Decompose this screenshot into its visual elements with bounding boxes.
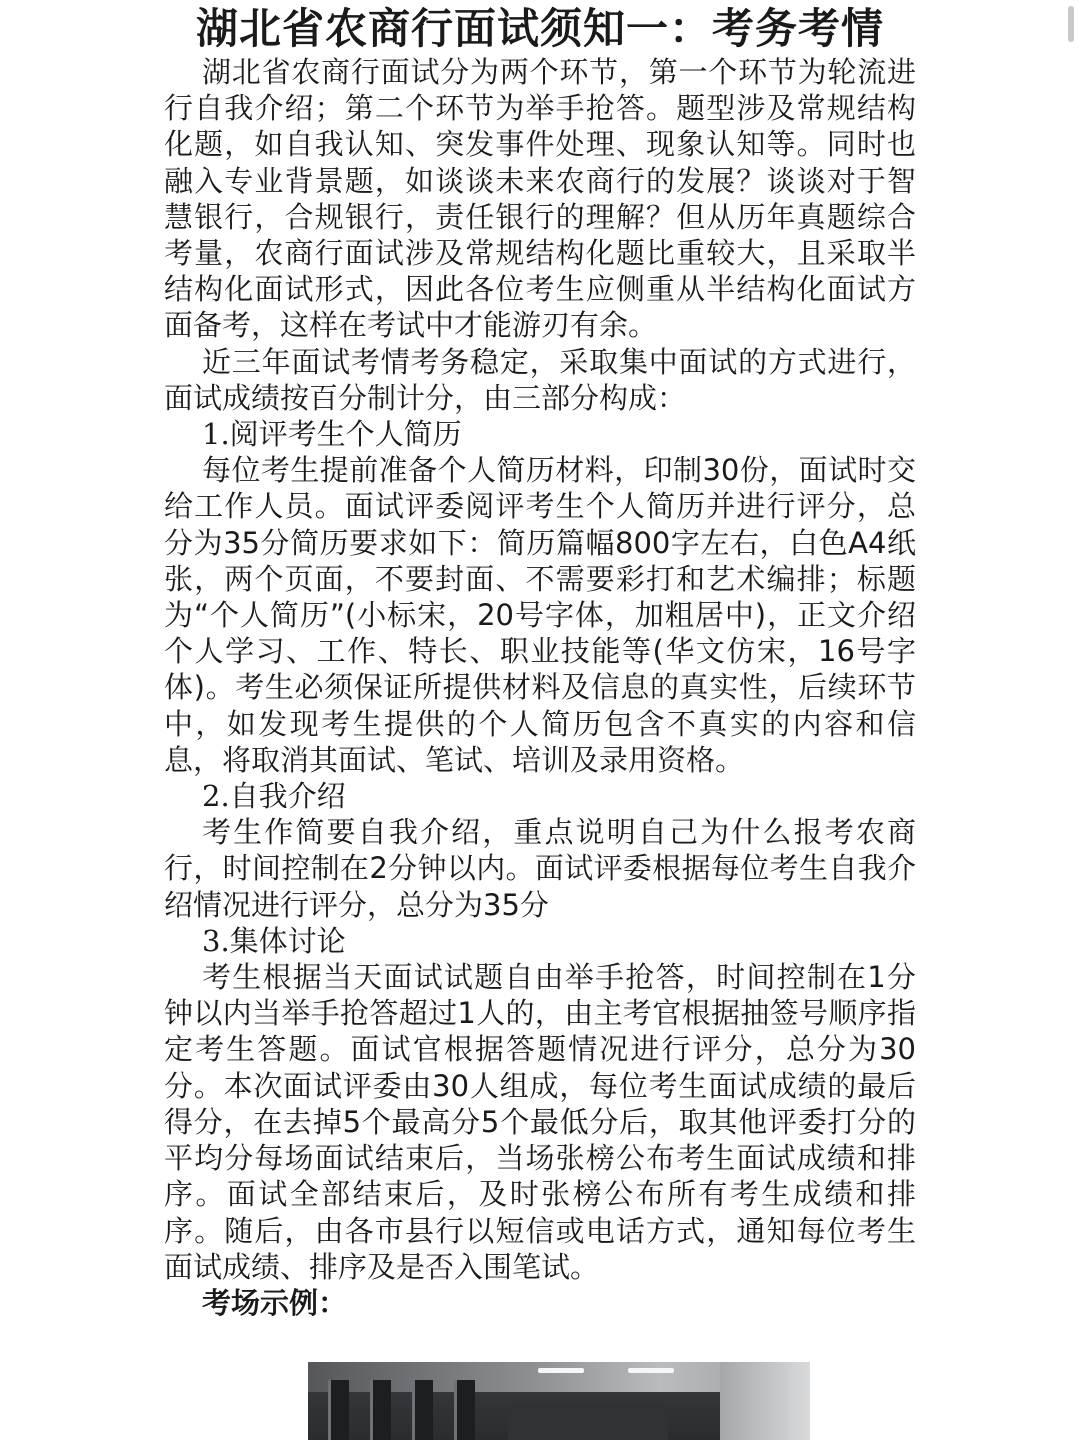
article-body xyxy=(164,54,916,1321)
section-heading-resume: 1.阅评考生个人简历 xyxy=(202,417,462,452)
paragraph-intro: 湖北省农商行面试分为两个环节，第一个环节为轮流进行自我介绍；第二个环节为举手抢答。题型涉及常规结构化题，如自我认知、突发事件处理、现象认知等。同时也融入专业背景题，如谈谈未来农商行的发展？谈谈对于智慧银行，合规银行，责任银行的理解？但从历年真题综合考量，农商行面试涉及常规结构化题比重较大，且采取半结构化面试形式，因此各位考生应侧重从半结构化面试方面备考，这样在考试中才能游刃有余。 xyxy=(164,55,916,343)
paragraph-resume: 每位考生提前准备个人简历材料，印制30份，面试时交给工作人员。面试评委阅评考生个人简历并进行评分，总分为35分简历要求如下：简历篇幅800字左右，白色A4纸张，两个页面，不要封面、不需要彩打和艺术编排；标题为“个人简历”(小标宋，20号字体，加粗居中)，正文介绍个人学习、工作、特长、职业技能等(华文仿宋，16号字体)。考生必须保证所提供材料及信息的真实性，后续环节中，如发现考生提供的个人简历包含不真实的内容和信息，将取消其面试、笔试、培训及录用资格。 xyxy=(164,453,916,777)
photo-wall xyxy=(720,1362,810,1440)
paragraph-overview: 近三年面试考情考务稳定，采取集中面试的方式进行，面试成绩按百分制计分，由三部分构成： xyxy=(164,344,916,415)
photo-window xyxy=(412,1380,433,1440)
page-title: 湖北省农商行面试须知一：考务考情 xyxy=(195,4,884,53)
section-heading-group-discussion: 3.集体讨论 xyxy=(202,923,346,958)
paragraph-self-intro: 考生作简要自我介绍，重点说明自己为什么报考农商行，时间控制在2分钟以内。面试评委根据每位考生自我介绍情况进行评分，总分为35分 xyxy=(164,815,916,922)
photo-window xyxy=(328,1380,349,1440)
exam-room-example-label: 考场示例： xyxy=(202,1285,348,1320)
exam-room-photo xyxy=(308,1362,810,1440)
ceiling-light xyxy=(538,1368,584,1373)
photo-window xyxy=(454,1380,475,1440)
section-heading-self-intro: 2.自我介绍 xyxy=(202,779,346,814)
paragraph-group-discussion: 考生根据当天面试试题自由举手抢答，时间控制在1分钟以内当举手抢答超过1人的，由主考官根据抽签号顺序指定考生答题。面试官根据答题情况进行评分，总分为30分。本次面试评委由30人组成，每位考生面试成绩的最后得分，在去掉5个最高分5个最低分后，取其他评委打分的平均分每场面试结束后，当场张榜公布考生面试成绩和排序。面试全部结束后，及时张榜公布所有考生成绩和排序。随后，由各市县行以短信或电话方式，通知每位考生面试成绩、排序及是否入围笔试。 xyxy=(164,960,916,1284)
photo-blackboard xyxy=(508,1406,668,1440)
ceiling-light xyxy=(628,1368,674,1373)
photo-window xyxy=(370,1380,391,1440)
